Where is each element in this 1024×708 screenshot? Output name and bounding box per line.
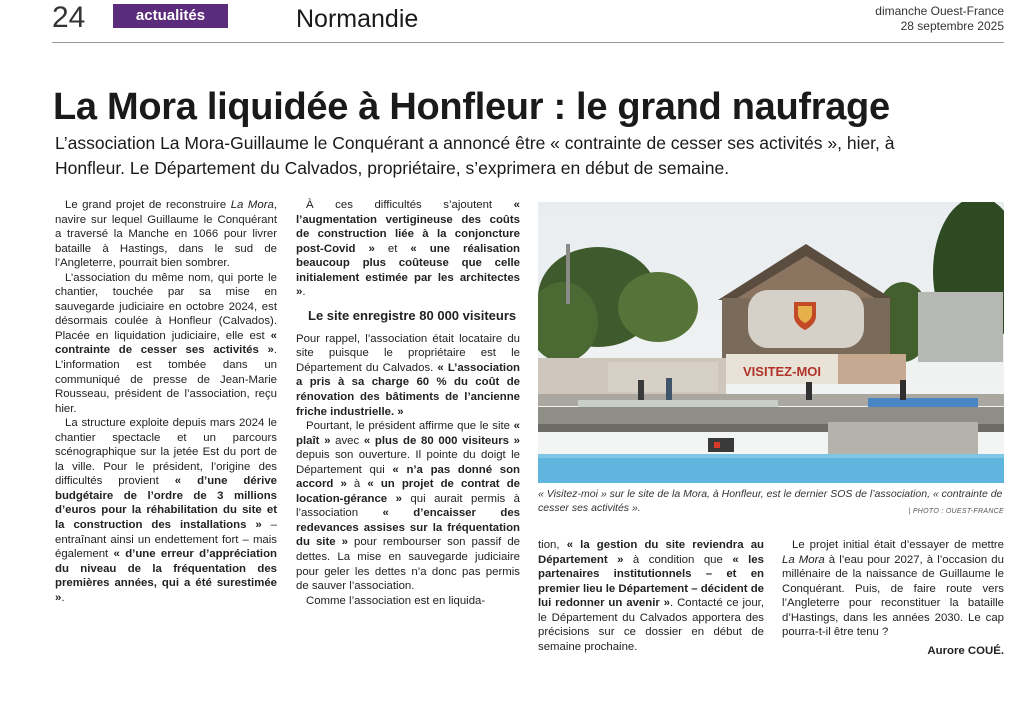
article-column-4 bbox=[782, 538, 1004, 658]
paragraph: Pourtant, le président affirme que le site « plaît » avec « plus de 80 000 visiteurs » depuis son ouverture. Il pointe du doigt le Département qui « n’a pas donné son accord » à « un projet de contrat de location-gérance » qui aurait permis à l’association « d’encaisser des redevances assises sur la fréquentation du site » pour rembourser son passif de dettes. La mise en sauvegarde judiciaire pour geler les dettes n’a donc pas permis de sauver l’association. bbox=[296, 420, 521, 593]
photo-caption: « Visitez-moi » sur le site de la Mora, à Honfleur, est le dernier SOS de l’association, « contrainte de cesser ses activités ». bbox=[538, 488, 1003, 514]
dateline bbox=[875, 4, 1004, 34]
dateline-date: 28 septembre 2025 bbox=[900, 19, 1004, 33]
article-column-2 bbox=[296, 198, 520, 608]
dateline-publication: dimanche Ouest-France bbox=[875, 4, 1004, 18]
paragraph: Comme l’association est en liquida- bbox=[306, 594, 486, 607]
paragraph: À ces difficultés s’ajoutent « l’augmentation vertigineuse des coûts de construction liée à la conjoncture post-Covid » et « une réalisation beaucoup plus coûteuse que celle initialement estimée par les architectes ». bbox=[296, 199, 520, 299]
header-rule bbox=[52, 42, 1004, 43]
article-standfirst: L’association La Mora-Guillaume le Conquérant a annoncé être « contrainte de cesser ses activités », hier, à Honfleur. Le Département du Calvados, propriétaire, s’exprimera en début de semaine. bbox=[55, 133, 895, 178]
visitez-moi-sign: VISITEZ-MOI bbox=[743, 364, 821, 379]
paragraph: Le projet initial était d’essayer de mettre La Mora à l’eau pour 2027, à l’occasion du millénaire de la naissance de Guillaume le Conquérant. Puis, de faire route vers l’Angleterre pour reconstituer la bataille d’Hastings, dans les années 2030. Le cap pourra-t-il être tenu ? bbox=[782, 539, 1004, 639]
paragraph: Pour rappel, l’association était locataire du site puisque le propriétaire est le Département du Calvados. « L’association a pris à sa charge 60 % du coût de rénovation des bâtiments de l’ancienne friche industrielle. » bbox=[296, 332, 520, 418]
article-headline: La Mora liquidée à Honfleur : le grand naufrage bbox=[53, 86, 890, 128]
intertitle: Le site enregistre 80 000 visiteurs bbox=[308, 307, 517, 323]
paragraph: tion, « la gestion du site reviendra au Département » à condition que « les partenaires institutionnels – et en premier lieu le Département – décident de lui redonner un avenir ». Contacté ce jour, le Département du Calvados apportera des précisions sur ce dossier en début de semaine prochaine. bbox=[538, 539, 765, 653]
article-column-3 bbox=[538, 538, 764, 654]
article-photo bbox=[538, 202, 1004, 483]
section-title: Normandie bbox=[296, 5, 419, 33]
byline: Aurore COUÉ. bbox=[927, 644, 1004, 657]
paragraph: L’association du même nom, qui porte le chantier, touchée par sa mise en sauvegarde judiciaire en octobre 2024, est désormais coulée à Honfleur (Calvados). Placée en liquidation judiciaire, elle est « contrainte de cesser ses activités ». L’information est tombée dans un communiqué de presse de Jean-Marie Rousseau, président de l’association, reçu hier. bbox=[55, 271, 277, 415]
photo-credit: | PHOTO : OUEST-FRANCE bbox=[908, 508, 1004, 515]
page-number: 24 bbox=[52, 1, 86, 34]
paragraph: La structure exploite depuis mars 2024 le chantier spectacle et un parcours scénographique sur la jetée Est du port de la ville. Pour le président, l’origine des difficultés provient « d’une dérive budgétaire de l’ordre de 3 millions d’euros pour la réhabilitation du site et la construction des installations » – entraînant ainsi un endettement fort – mais également « d’une erreur d’appréciation du niveau de la fréquentation des premières années, qui a été surestimée ». bbox=[55, 417, 278, 604]
paragraph: Le grand projet de reconstruire La Mora, navire sur lequel Guillaume le Conquérant a traversé la Manche en 1066 pour livrer bataille à Hastings, dans le sud de l’Angleterre, pourrait bien sombrer. bbox=[55, 199, 277, 270]
article-column-1 bbox=[55, 198, 277, 605]
rubric-badge: actualités bbox=[113, 4, 228, 28]
photo-la-mora-site bbox=[538, 202, 1004, 483]
